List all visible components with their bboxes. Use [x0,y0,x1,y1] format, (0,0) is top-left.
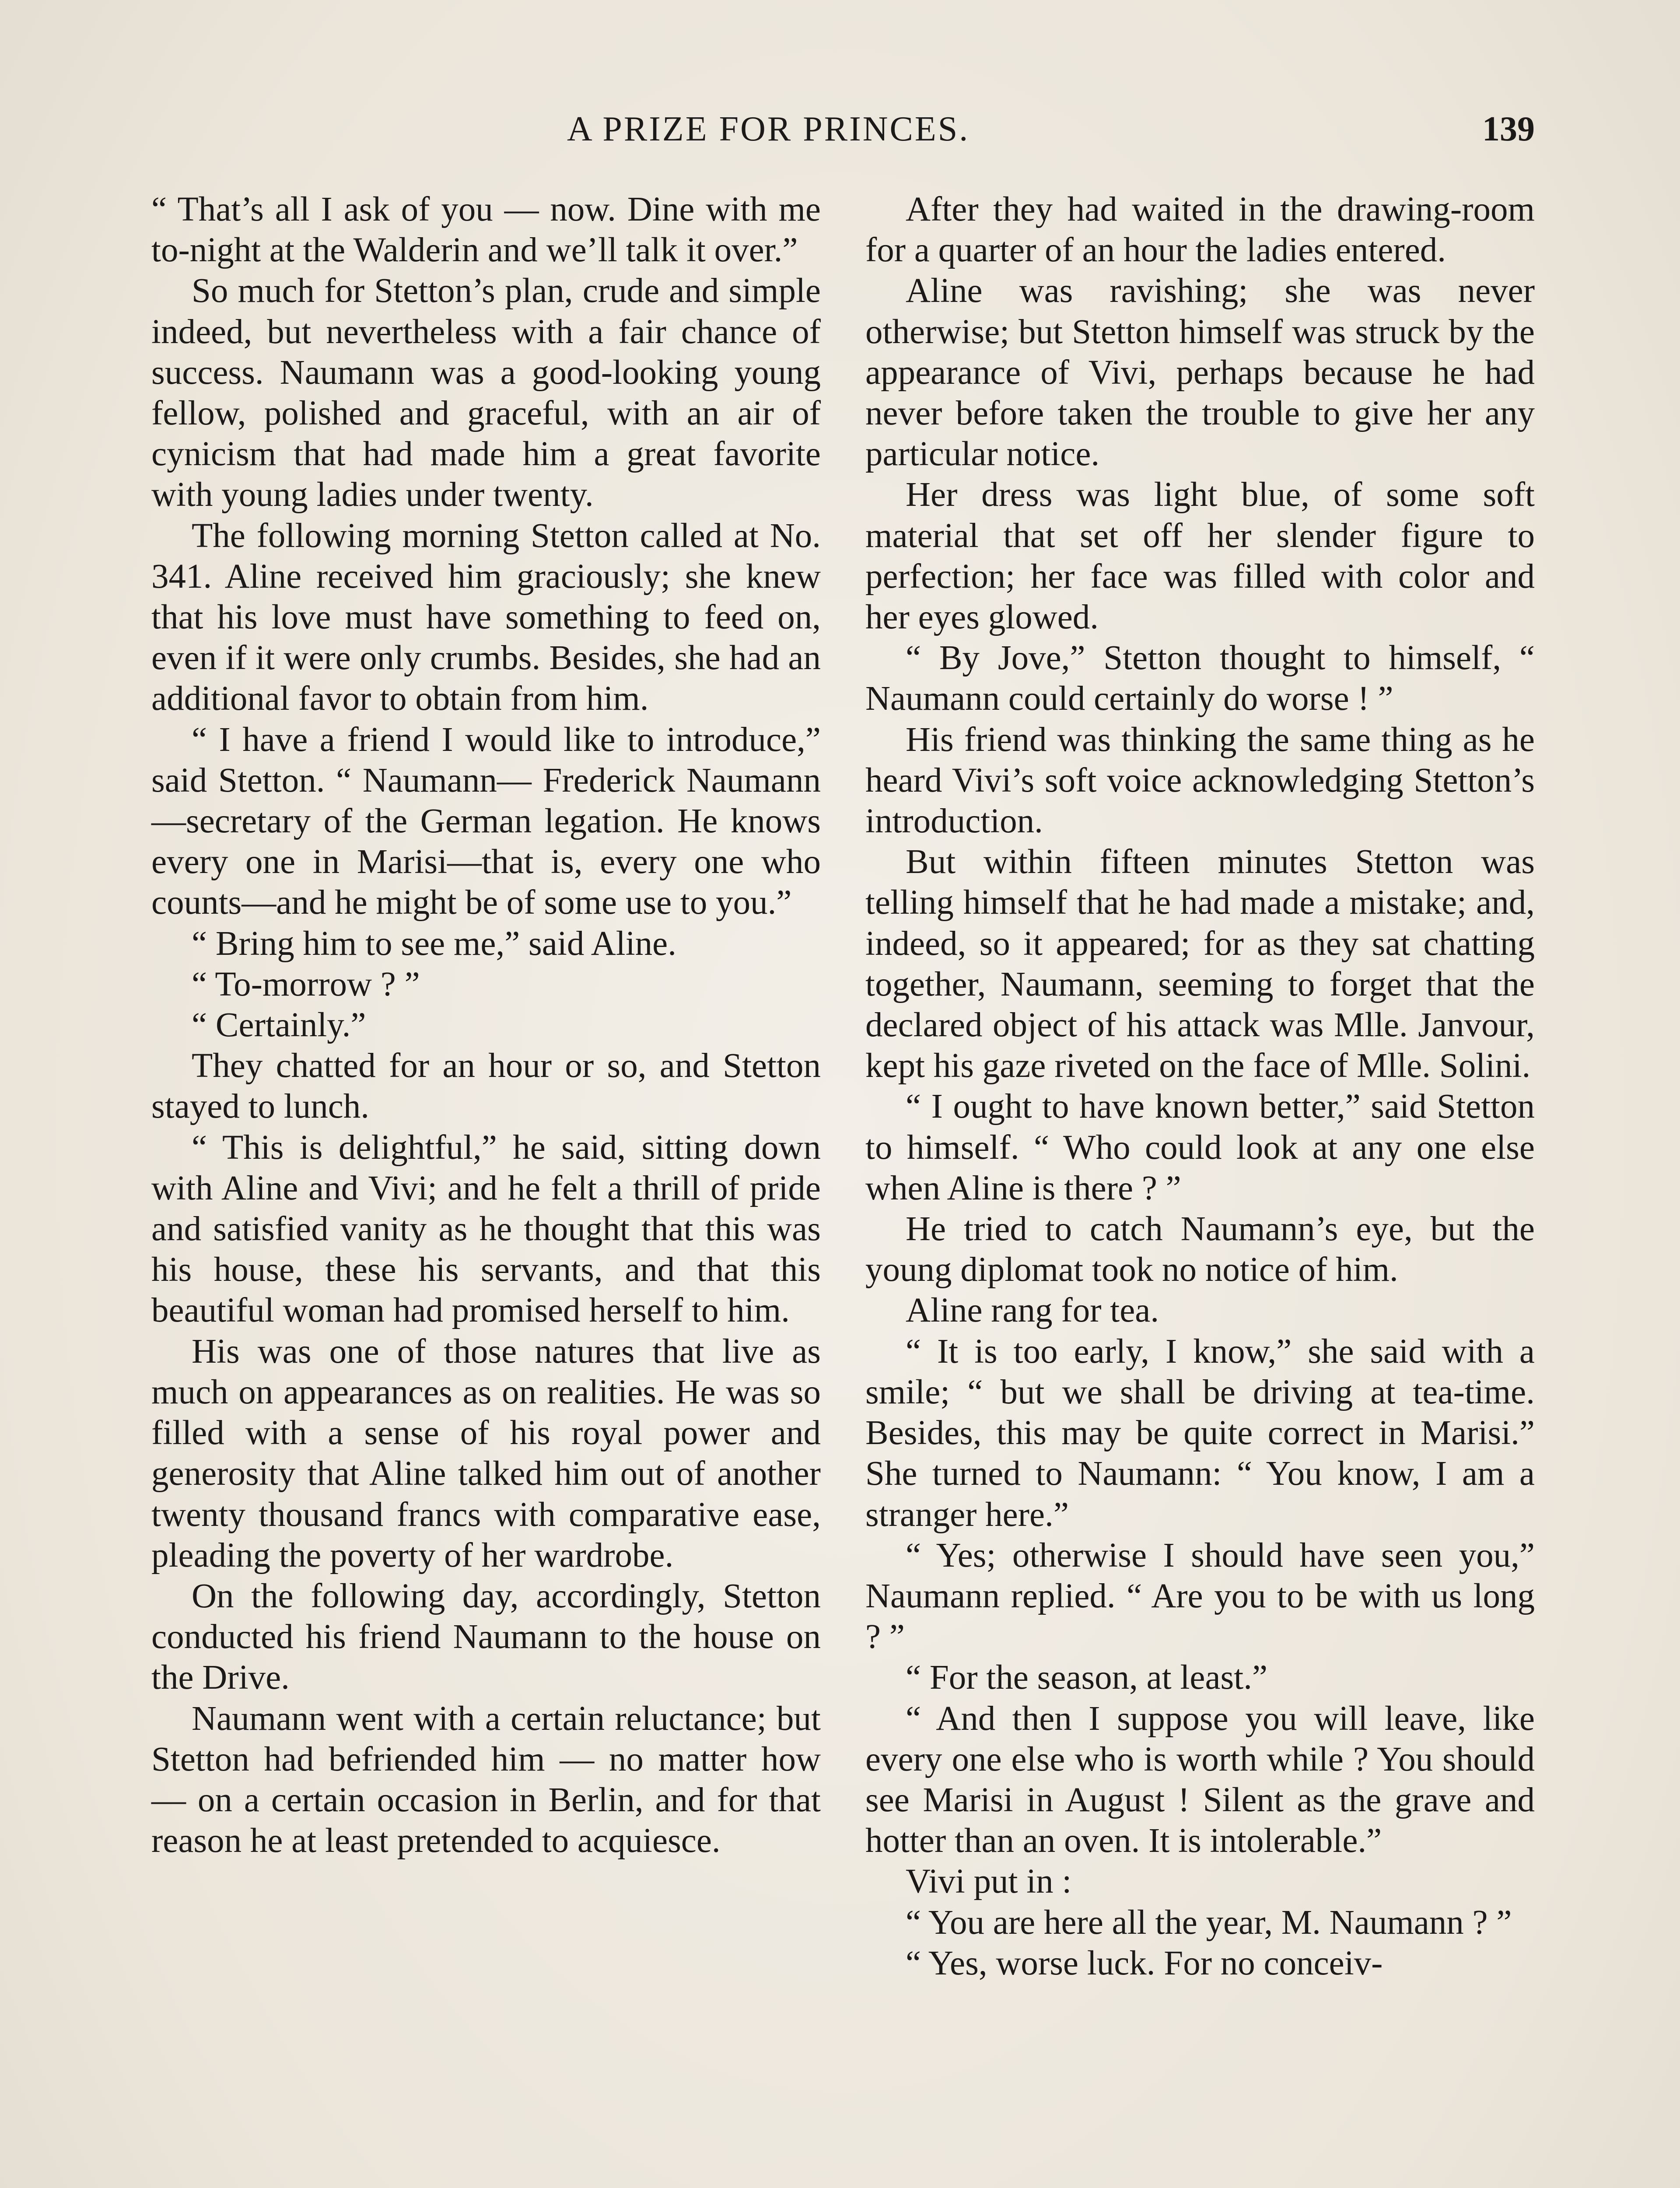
paragraph: He tried to catch Naumann’s eye, but the young diplomat took no notice of him. [865,1210,1535,1289]
page-number: 139 [1482,110,1535,148]
paragraph: Aline was ravishing; she was never otherwise; but Stetton himself was struck by the appearance of Vivi, perhaps because he had never before taken the trouble to give her any particular notice. [865,272,1535,473]
paragraph: “ That’s all I ask of you — now. Dine with me to-night at the Walderin and we’ll talk it over.” [151,190,821,270]
paragraph: “ You are here all the year, M. Naumann ? ” [906,1903,1512,1942]
paragraph: “ I ought to have known better,” said Stetton to himself. “ Who could look at any one else when Aline is there ? ” [865,1087,1535,1207]
paragraph: “ This is delightful,” he said, sitting down with Aline and Vivi; and he felt a thrill of pride and satisfied vanity as he thought that this was his house, these his servants, and that this beautiful woman had promised herself to him. [151,1128,821,1330]
paragraph: “ It is too early, I know,” she said with a smile; “ but we shall be driving at tea-time. Besides, this may be quite correct in Marisi.” She turned to Naumann: “ You know, I am a stranger here.” [865,1332,1535,1534]
paragraph: His was one of those natures that live as much on appearances as on realities. He was so filled with a sense of his royal power and generosity that Aline talked him out of another twenty thousand francs with comparative ease, pleading the poverty of her wardrobe. [151,1332,821,1574]
running-head [0,105,1680,158]
paragraph: “ I have a friend I would like to introduce,” said Stetton. “ Naumann— Frederick Naumann—secretary of the German legation. He knows every one in Marisi—that is, every one who counts—and he might be of some use to you.” [151,720,821,922]
paragraph: “ Certainly.” [192,1006,366,1045]
paragraph: Her dress was light blue, of some soft material that set off her slender figure to perfection; her face was filled with color and her eyes glowed. [865,476,1535,637]
paragraph: The following morning Stetton called at No. 341. Aline received him graciously; she knew that his love must have something to feed on, even if it were only crumbs. Besides, she had an additional favor to obtain from him. [151,516,821,718]
paragraph: “ To-morrow ? ” [192,965,420,1003]
paragraph: Vivi put in : [906,1862,1072,1901]
right-column [865,189,1535,1984]
paragraph: “ Yes, worse luck. For no conceiv- [906,1944,1383,1982]
paragraph: “ By Jove,” Stetton thought to himself, “ Naumann could certainly do worse ! ” [865,639,1535,718]
paragraph: On the following day, accordingly, Stetton conducted his friend Naumann to the house on the Drive. [151,1577,821,1697]
paragraph: So much for Stetton’s plan, crude and simple indeed, but nevertheless with a fair chance of success. Naumann was a good-looking young fellow, polished and graceful, with an air of cynicism that had made him a great favorite with young ladies under twenty. [151,272,821,514]
paragraph: “ For the season, at least.” [906,1659,1268,1697]
paragraph: “ And then I suppose you will leave, like every one else who is worth while ? You should see Marisi in August ! Silent as the grave and hotter than an oven. It is intolerable.” [865,1699,1535,1860]
paragraph: His friend was thinking the same thing as he heard Vivi’s soft voice acknowledging Stetton’s introduction. [865,720,1535,841]
paragraph: Naumann went with a certain reluctance; but Stetton had befriended him — no matter how — on a certain occasion in Berlin, and for that reason he at least pretended to acquiesce. [151,1699,821,1860]
paragraph: “ Bring him to see me,” said Aline. [192,924,676,963]
paragraph: After they had waited in the drawing-room for a quarter of an hour the ladies entered. [865,190,1535,270]
left-column [151,189,821,1861]
running-title: A PRIZE FOR PRINCES. [567,110,970,148]
paragraph: “ Yes; otherwise I should have seen you,” Naumann replied. “ Are you to be with us long ? ” [865,1536,1535,1656]
paragraph: Aline rang for tea. [906,1291,1159,1330]
paragraph: But within fifteen minutes Stetton was telling himself that he had made a mistake; and, indeed, so it appeared; for as they sat chatting together, Naumann, seeming to forget that the declared object of his attack was Mlle. Janvour, kept his gaze riveted on the face of Mlle. Solini. [865,843,1535,1085]
paragraph: They chatted for an hour or so, and Stetton stayed to lunch. [151,1047,821,1126]
